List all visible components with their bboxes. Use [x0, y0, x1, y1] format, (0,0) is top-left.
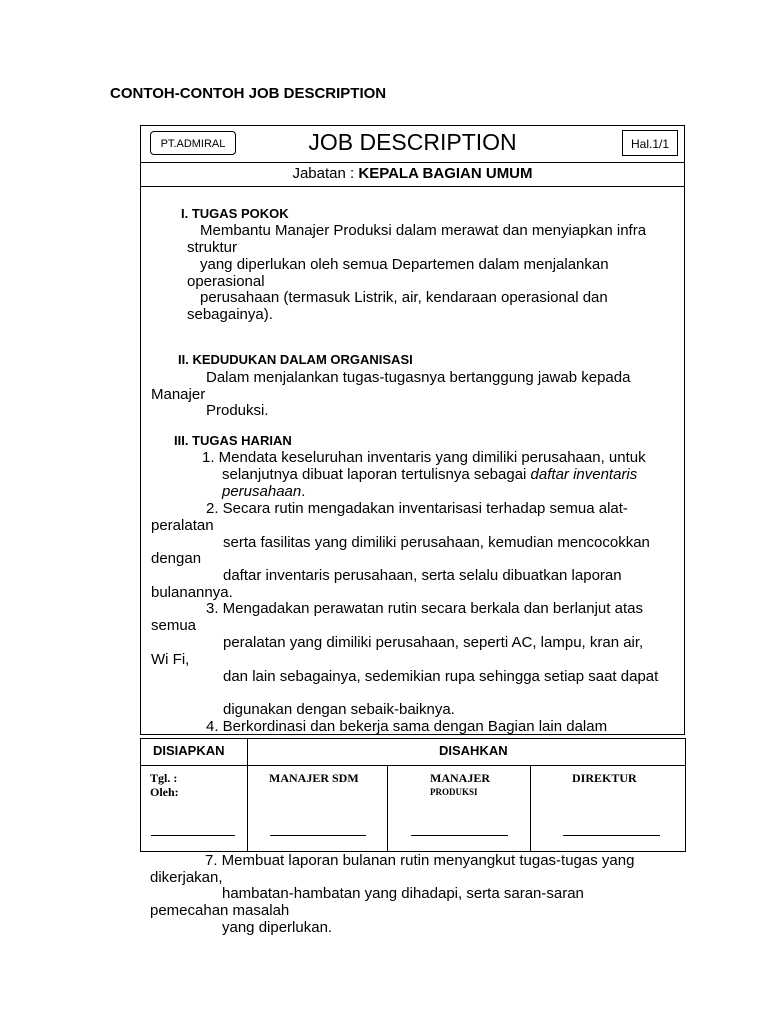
task-2-line: serta fasilitas yang dimiliki perusahaan, kemudian mencocokkan — [223, 534, 650, 551]
task-7-line: pemecahan masalah — [150, 902, 290, 919]
tgl-label: Tgl. : — [150, 771, 178, 785]
disahkan-header: DISAHKAN — [439, 743, 508, 758]
signature-line — [151, 835, 235, 836]
direktur-label: DIREKTUR — [572, 771, 637, 785]
signature-line — [411, 835, 508, 836]
task-2-line: bulanannya. — [151, 584, 233, 601]
section-2-line: Produksi. — [206, 402, 269, 419]
task-7-line: 7. Membuat laporan bulanan rutin menyangkut tugas-tugas yang — [205, 852, 635, 869]
task-3-line: dan lain sebagainya, sedemikian rupa sehingga setiap saat dapat — [223, 668, 659, 685]
section-2-line: Dalam menjalankan tugas-tugasnya bertanggung jawab kepada — [206, 369, 631, 386]
form-header — [141, 126, 684, 163]
task-4-line: 4. Berkordinasi dan bekerja sama dengan Bagian lain dalam — [206, 718, 608, 735]
page-number-box: Hal.1/1 — [622, 130, 678, 156]
signature-line — [563, 835, 660, 836]
section-3-heading: III. TUGAS HARIAN — [174, 433, 292, 448]
jabatan-row — [141, 162, 684, 187]
section-2-line: Manajer — [151, 386, 206, 403]
task-2-line: dengan — [151, 550, 202, 567]
section-1-line: sebagainya). — [187, 306, 273, 323]
task-2-line: peralatan — [151, 517, 214, 534]
divider — [141, 765, 685, 766]
divider — [387, 765, 388, 851]
task-7-line: dikerjakan, — [150, 869, 223, 886]
signature-line — [270, 835, 366, 836]
divider — [247, 739, 248, 851]
task-2-line: daftar inventaris perusahaan, serta selalu dibuatkan laporan — [223, 567, 622, 584]
section-1-heading: I. TUGAS POKOK — [181, 206, 289, 221]
task-3-line: digunakan dengan sebaik-baiknya. — [223, 701, 455, 718]
page-title: CONTOH-CONTOH JOB DESCRIPTION — [110, 85, 387, 102]
section-1-line: operasional — [187, 273, 265, 290]
approval-table — [140, 738, 686, 852]
jabatan-label: Jabatan : — [292, 165, 359, 182]
company-box: PT.ADMIRAL — [150, 131, 236, 155]
task-1-line: perusahaan. — [222, 483, 306, 500]
task-1-line: selanjutnya dibuat laporan tertulisnya sebagai daftar inventaris — [222, 466, 638, 483]
oleh-label: Oleh: — [150, 785, 179, 799]
task-3-line: Wi Fi, — [151, 651, 190, 668]
divider — [530, 765, 531, 851]
section-1-line: yang diperlukan oleh semua Departemen dalam menjalankan — [200, 256, 609, 273]
section-2-heading: II. KEDUDUKAN DALAM ORGANISASI — [178, 352, 413, 367]
disiapkan-header: DISIAPKAN — [153, 743, 225, 758]
produksi-label: PRODUKSI — [430, 787, 478, 797]
manajer-label: MANAJER — [430, 771, 490, 785]
task-3-line: 3. Mengadakan perawatan rutin secara berkala dan berlanjut atas — [206, 600, 643, 617]
form-title: JOB DESCRIPTION — [308, 129, 517, 155]
section-1-line: Membantu Manajer Produksi dalam merawat dan menyiapkan infra — [200, 222, 647, 239]
task-7-line: yang diperlukan. — [222, 919, 333, 936]
jabatan-value: KEPALA BAGIAN UMUM — [358, 165, 533, 182]
section-1-line: perusahaan (termasuk Listrik, air, kendaraan operasional dan — [200, 289, 608, 306]
task-1-line: 1. Mendata keseluruhan inventaris yang dimiliki perusahaan, untuk — [202, 449, 646, 466]
task-7-line: hambatan-hambatan yang dihadapi, serta saran-saran — [222, 885, 584, 902]
task-3-line: semua — [151, 617, 197, 634]
task-2-line: 2. Secara rutin mengadakan inventarisasi terhadap semua alat- — [206, 500, 628, 517]
section-1-line: struktur — [187, 239, 238, 256]
manajer-sdm-label: MANAJER SDM — [269, 771, 359, 785]
job-description-form — [140, 125, 685, 735]
task-3-line: peralatan yang dimiliki perusahaan, seperti AC, lampu, kran air, — [223, 634, 644, 651]
